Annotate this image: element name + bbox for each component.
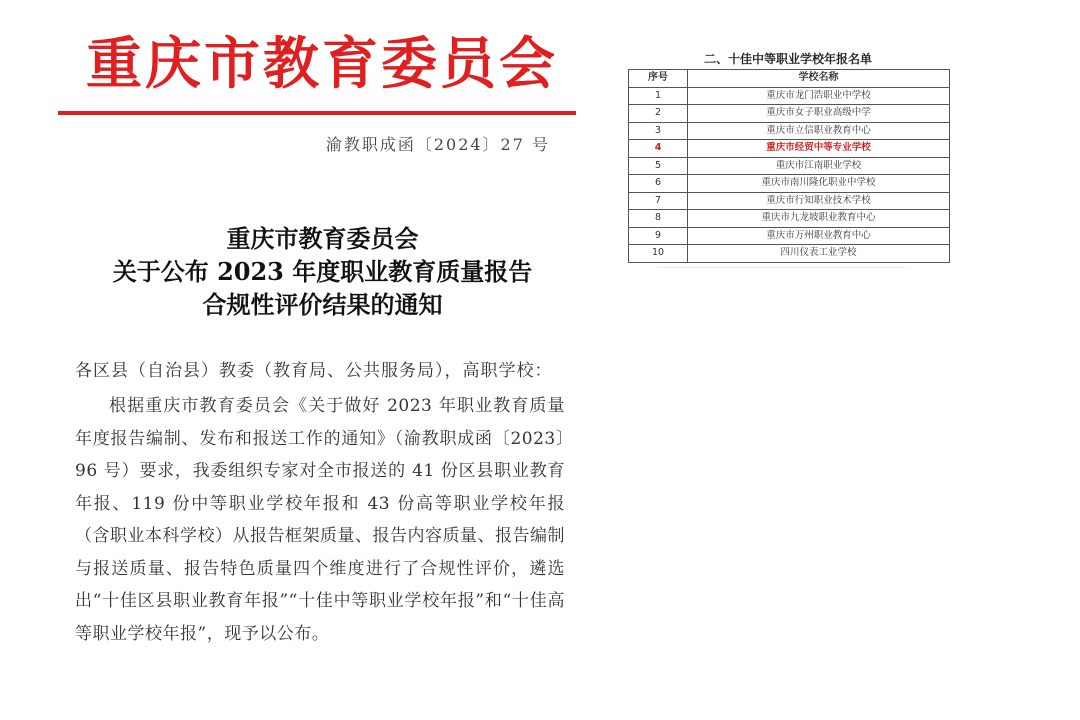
title-line: 关于公布 2023 年度职业教育质量报告 [112,257,533,286]
document-number: 渝教职成函〔2024〕27 号 [325,135,550,154]
row-number: 2 [629,105,688,123]
table-row [629,87,950,105]
row-number: 8 [629,210,688,228]
table-row [629,227,950,245]
title-line: 合规性评价结果的通知 [202,290,443,319]
faint-footnote-trace [658,267,908,274]
table-row [629,105,950,123]
row-number: 4 [629,140,688,158]
row-number: 1 [629,87,688,105]
salutation: 各区县（自治县）教委（教育局、公共服务局），高职学校： [75,361,553,381]
school-name: 重庆市立信职业教育中心 [688,122,950,140]
school-name: 重庆市南川隆化职业中学校 [688,175,950,193]
row-number: 6 [629,175,688,193]
column-header-number: 序号 [629,70,688,88]
table-header-row [629,70,950,88]
table-row [629,122,950,140]
list-heading: 二、十佳中等职业学校年报名单 [703,52,872,66]
school-name: 重庆市女子职业高级中学 [688,105,950,123]
school-list-page [628,50,948,274]
school-name: 重庆市龙门浩职业中学校 [688,87,950,105]
table-row [629,210,950,228]
table-body [629,87,950,262]
row-number: 5 [629,157,688,175]
table-row [629,175,950,193]
table-row-highlighted [629,140,950,158]
title-line: 重庆市教育委员会 [226,224,419,253]
table-row [629,192,950,210]
school-name: 重庆市万州职业教育中心 [688,227,950,245]
masthead: 重庆市教育委员会 [86,32,558,97]
table-row [629,157,950,175]
column-header-school-name: 学校名称 [688,70,950,88]
school-name: 重庆市经贸中等专业学校 [688,140,950,158]
school-name: 重庆市行知职业技术学校 [688,192,950,210]
school-name: 四川仪表工业学校 [688,245,950,263]
body-paragraph: 根据重庆市教育委员会《关于做好 2023 年职业教育质量年度报告编制、发布和报送工作的通知》（渝教职成函〔2023〕96 号）要求，我委组织专家对全市报送的 41 份区县职业教育年报、119 份中等职业学校年报和 43 份高等职业学校年报（含职业本科学校）从报告框架质量、报告内容质量、报告编制与报送质量、报告特色质量四个维度进行了合规性评价，遴选出“十佳区县职业教育年报”“十佳中等职业学校年报”和“十佳高等职业学校年报”，现予以公布。 [75,396,565,644]
red-rule-divider [58,111,576,115]
school-name: 重庆市九龙坡职业教育中心 [688,210,950,228]
row-number: 10 [629,245,688,263]
school-name: 重庆市江南职业学校 [688,157,950,175]
document-title [0,222,645,321]
school-table [628,69,950,263]
table-row [629,245,950,263]
row-number: 9 [629,227,688,245]
row-number: 7 [629,192,688,210]
row-number: 3 [629,122,688,140]
